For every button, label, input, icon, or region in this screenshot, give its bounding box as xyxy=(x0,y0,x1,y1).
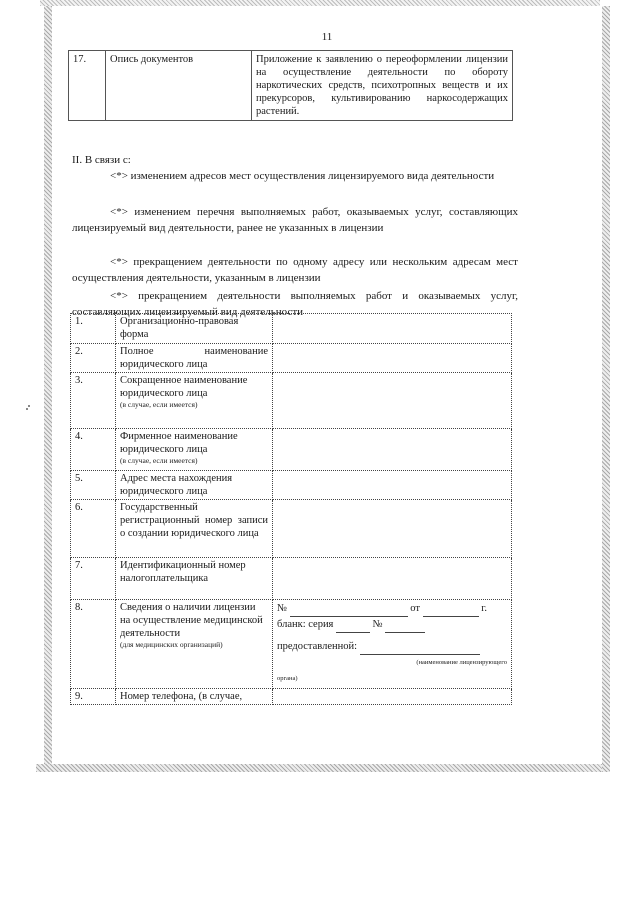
row-number: 5. xyxy=(71,471,116,500)
section-heading: II. В связи с: xyxy=(72,154,131,166)
table-row xyxy=(71,373,512,429)
row-number: 2. xyxy=(71,344,116,373)
row-label: Государственный регистрационный номер записи о создании юридического лица xyxy=(116,500,273,558)
row-input[interactable] xyxy=(273,429,512,471)
row-number: 6. xyxy=(71,500,116,558)
list-item: <*> прекращением деятельности выполняемых работ и оказываемых услуг, составляющих лицензируемый вид деятельности xyxy=(72,290,518,318)
row-number: 17. xyxy=(69,51,106,121)
year-suffix: г. xyxy=(481,603,487,614)
blank-number-field[interactable] xyxy=(385,623,425,633)
blank-series-label: бланк: серия xyxy=(277,619,334,630)
list-item: <*> изменением адресов мест осуществления лицензируемого вида деятельности xyxy=(110,170,495,182)
issued-by-field[interactable] xyxy=(360,645,480,655)
row-number: 1. xyxy=(71,314,116,344)
table-row xyxy=(71,429,512,471)
license-number-line xyxy=(277,601,507,617)
row-input[interactable] xyxy=(273,558,512,600)
row-label: Опись документов xyxy=(106,51,252,121)
page-number: 11 xyxy=(321,31,333,43)
row-input[interactable] xyxy=(273,500,512,558)
row-number: 4. xyxy=(71,429,116,471)
row-label-cell xyxy=(116,429,273,471)
table-row xyxy=(69,51,513,121)
scan-speck xyxy=(26,408,28,410)
issued-by-note: (наименование лицензирующего xyxy=(416,659,507,666)
license-fields xyxy=(273,600,512,689)
list-item: <*> прекращением деятельности по одному адресу или нескольким адресам мест осуществления деятельности, указанным в лицензии xyxy=(72,256,518,284)
issued-by-label: предоставленной: xyxy=(277,641,358,652)
row-label: Полное наименование юридического лица xyxy=(116,344,273,373)
row-number: 3. xyxy=(71,373,116,429)
license-date-field[interactable] xyxy=(423,607,479,617)
from-label: от xyxy=(410,603,420,614)
table-row xyxy=(71,500,512,558)
license-number-field[interactable] xyxy=(290,607,408,617)
table-row xyxy=(71,471,512,500)
row-note: (в случае, если имеется) xyxy=(120,456,198,465)
issued-by-note-2: органа) xyxy=(277,675,298,682)
row-label: Сокращенное наименование юридического лица xyxy=(120,375,248,399)
table-row xyxy=(71,689,512,705)
row-label: Номер телефона, (в случае, xyxy=(116,689,273,705)
documents-list-table xyxy=(68,50,513,121)
row-label-cell xyxy=(116,373,273,429)
blank-series-line xyxy=(277,617,507,633)
row-note: (для медицинских организаций) xyxy=(120,640,223,649)
blank-series-field[interactable] xyxy=(336,623,370,633)
scan-bottom-edge xyxy=(36,764,602,772)
row-number: 9. xyxy=(71,689,116,705)
row-note: (в случае, если имеется) xyxy=(120,400,198,409)
list-item: <*> изменением перечня выполняемых работ, оказываемых услуг, составляющих лицензируемый вид деятельности, ранее не указанных в лицензии xyxy=(72,206,518,234)
issued-by-line xyxy=(277,639,507,655)
number-sign: № xyxy=(277,603,288,614)
row-value: Приложение к заявлению о переоформлении лицензии на осуществление деятельности по обороту наркотических средств, психотропных веществ и их прекурсоров, культивированию наркосодержащих растений. xyxy=(252,51,513,121)
row-input[interactable] xyxy=(273,314,512,344)
table-row xyxy=(71,600,512,689)
row-input[interactable] xyxy=(273,471,512,500)
row-label: Сведения о наличии лицензии на осуществление медицинской деятельности xyxy=(120,602,263,639)
row-label: Идентификационный номер налогоплательщика xyxy=(116,558,273,600)
row-label-cell xyxy=(116,600,273,689)
row-input[interactable] xyxy=(273,689,512,705)
blank-number-sign: № xyxy=(372,619,383,630)
applicant-form-table xyxy=(70,313,512,705)
row-number: 8. xyxy=(71,600,116,689)
row-number: 7. xyxy=(71,558,116,600)
row-label: Адрес места нахождения юридического лица xyxy=(116,471,273,500)
row-input[interactable] xyxy=(273,373,512,429)
row-label: Организационно-правовая форма xyxy=(116,314,273,344)
row-input[interactable] xyxy=(273,344,512,373)
table-row xyxy=(71,314,512,344)
table-row xyxy=(71,558,512,600)
table-row xyxy=(71,344,512,373)
row-label: Фирменное наименование юридического лица xyxy=(120,431,238,455)
scan-speck xyxy=(28,405,30,407)
